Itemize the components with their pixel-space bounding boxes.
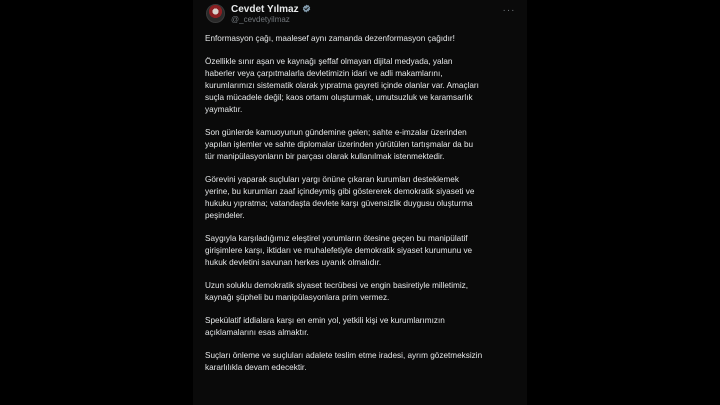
author-block <box>231 4 311 26</box>
post-paragraph: Enformasyon çağı, maalesef aynı zamanda dezenformasyon çağıdır! <box>205 34 455 43</box>
post-text <box>205 33 517 385</box>
post-paragraph: Suçları önleme ve suçluları adalete teslim etme iradesi, ayrım gözetmeksizin kararlılıkla devam edecektir. <box>205 351 483 372</box>
post-paragraph: Görevini yaparak suçluları yargı önüne çıkaran kurumları desteklemek yerine, bu kurumları zaaf içindeymiş gibi göstererek demokratik siyaseti ve hukuku yıpratma; vatandaşta devlete karşı güvensizlik duygusu oluşturma peşindeler. <box>205 175 475 220</box>
post-paragraph: Spekülatif iddialara karşı en emin yol, yetkili kişi ve kurumlarımızın açıklamalarını esas almaktır. <box>205 316 445 337</box>
author-display-name[interactable]: Cevdet Yılmaz <box>231 4 299 15</box>
post-paragraph: Özellikle sınır aşan ve kaynağı şeffaf olmayan dijital medyada, yalan haberler veya çarpıtmalarla devletimizin idari ve adli makamlarını, kurumlarımızı sistematik olarak yıpratma gayreti içinde olanlar var. Amaçları suçla mücadele değil; kaos ortamı oluşturmak, umutsuzluk ve karamsarlık yaymaktır. <box>205 57 479 114</box>
more-options-icon[interactable]: ··· <box>502 5 516 16</box>
post-paragraph: Saygıyla karşıladığımız eleştirel yorumların ötesine geçen bu manipülatif girişimlere karşı, iktidarı ve muhalefetiyle demokratik siyaset kurumunu ve hukuk devletini savunan herkes uyanık olmalıdır. <box>205 234 473 267</box>
author-handle[interactable]: @_cevdetyilmaz <box>231 15 290 24</box>
post-paragraph: Son günlerde kamuoyunun gündemine gelen; sahte e-imzalar üzerinden yapılan işlemler ve sahte diplomalar üzerinden yürütülen tartışmalar da bu tür manipülasyonların bir parçası olarak kullanılmak istenmektedir. <box>205 128 474 161</box>
author-name-row[interactable] <box>231 4 311 15</box>
post-paragraph: Uzun soluklu demokratik siyaset tecrübesi ve engin basiretiyle milletimiz, kaynağı şüpheli bu manipülasyonlara prim vermez. <box>205 281 469 302</box>
verified-badge-icon <box>302 4 311 13</box>
post-card <box>193 0 527 405</box>
author-avatar[interactable] <box>206 4 225 23</box>
